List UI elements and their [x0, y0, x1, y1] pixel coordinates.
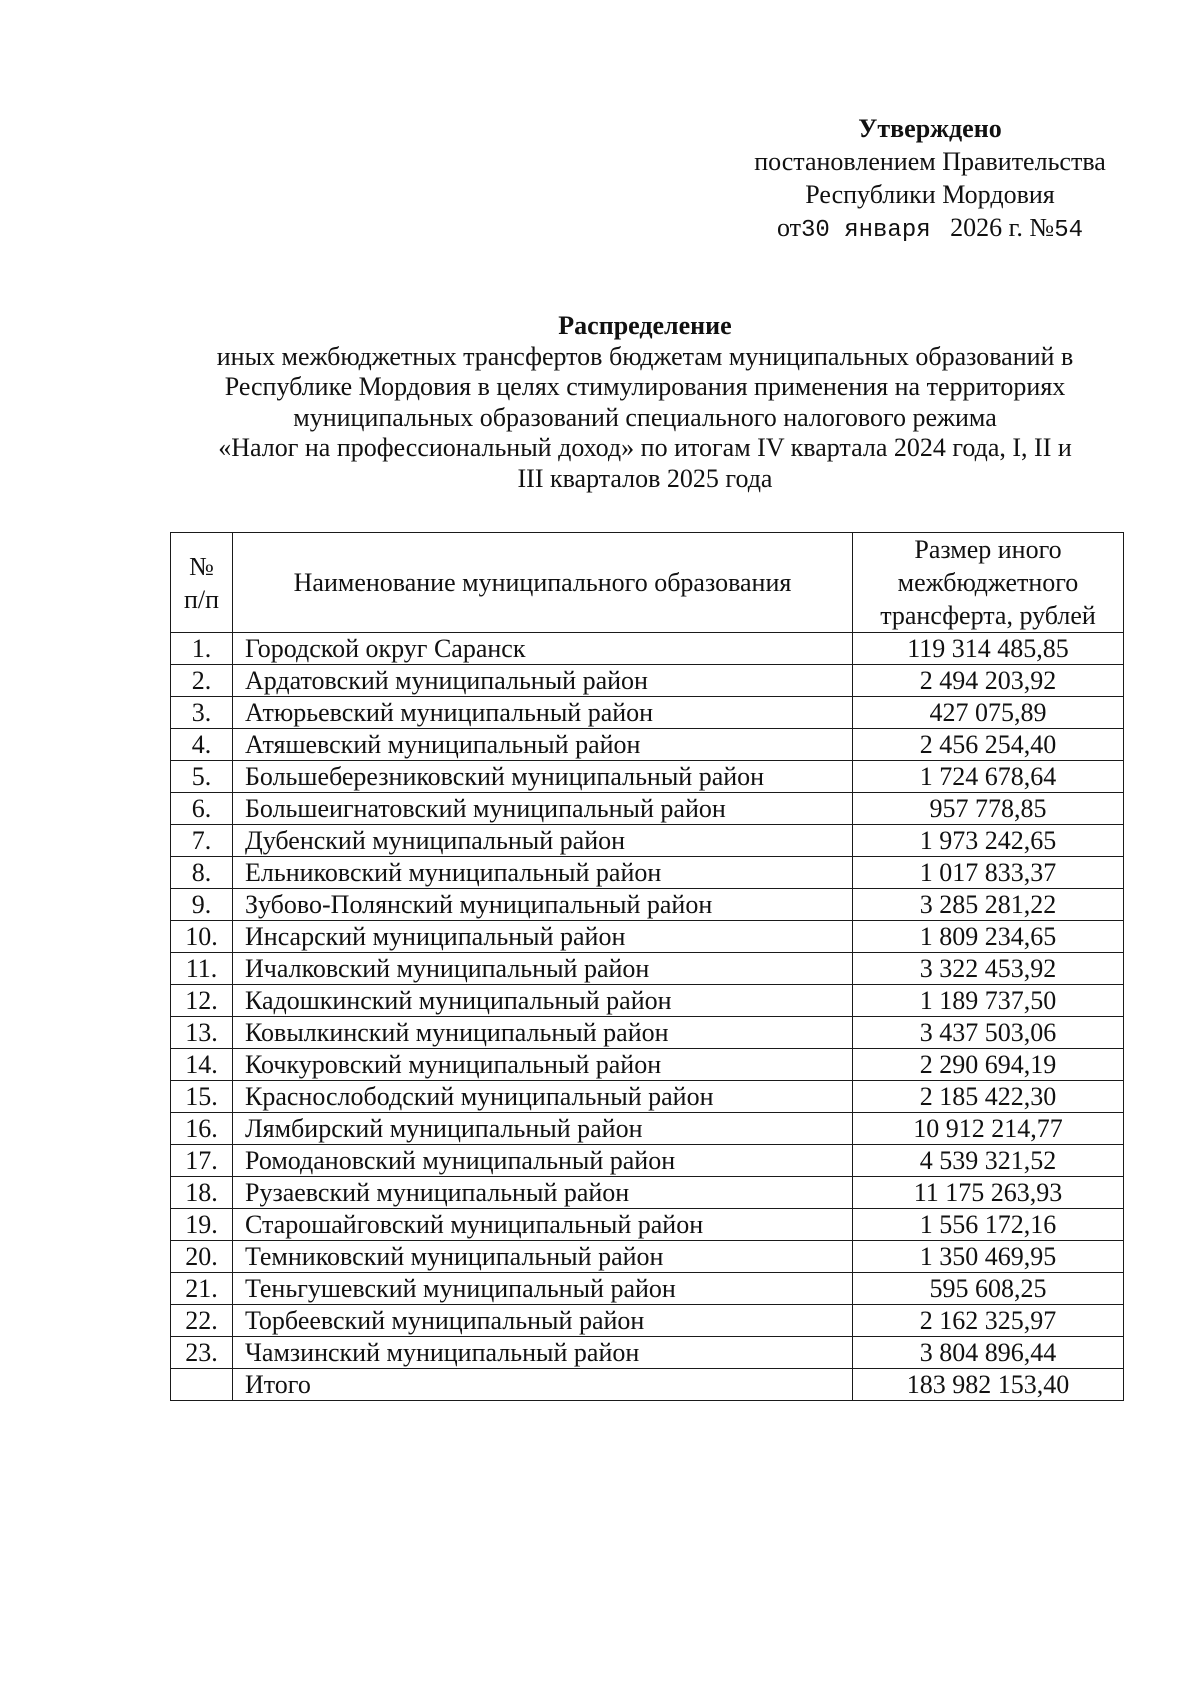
row-number: 17. — [171, 1145, 233, 1177]
row-municipality: Ичалковский муниципальный район — [233, 953, 853, 985]
table-row — [171, 1081, 1124, 1113]
row-amount: 4 539 321,52 — [853, 1145, 1124, 1177]
row-number: 15. — [171, 1081, 233, 1113]
row-amount: 2 456 254,40 — [853, 729, 1124, 761]
row-municipality: Атюрьевский муниципальный район — [233, 697, 853, 729]
row-number: 8. — [171, 857, 233, 889]
row-municipality: Рузаевский муниципальный район — [233, 1177, 853, 1209]
row-municipality: Чамзинский муниципальный район — [233, 1337, 853, 1369]
table-header-row — [171, 533, 1124, 633]
row-amount: 957 778,85 — [853, 793, 1124, 825]
row-municipality: Большеигнатовский муниципальный район — [233, 793, 853, 825]
total-number — [171, 1369, 233, 1401]
header-value-line-3: трансферта, рублей — [880, 601, 1096, 630]
row-municipality: Старошайговский муниципальный район — [233, 1209, 853, 1241]
row-municipality: Кочкуровский муниципальный район — [233, 1049, 853, 1081]
table-row — [171, 1145, 1124, 1177]
table-row — [171, 1273, 1124, 1305]
row-amount: 1 017 833,37 — [853, 857, 1124, 889]
total-value: 183 982 153,40 — [853, 1369, 1124, 1401]
distribution-table — [170, 532, 1124, 1401]
approval-line-1: постановлением Правительства — [754, 147, 1106, 176]
row-number: 7. — [171, 825, 233, 857]
row-amount: 119 314 485,85 — [853, 633, 1124, 665]
row-number: 5. — [171, 761, 233, 793]
row-amount: 1 350 469,95 — [853, 1241, 1124, 1273]
row-amount: 427 075,89 — [853, 697, 1124, 729]
document-title: Распределение — [558, 311, 732, 340]
table-row — [171, 921, 1124, 953]
header-value-line-2: межбюджетного — [897, 568, 1079, 597]
header-value — [853, 533, 1124, 633]
row-number: 4. — [171, 729, 233, 761]
table-row — [171, 793, 1124, 825]
heading-line-3: муниципальных образований специального налогового режима — [293, 402, 997, 432]
table-row — [171, 953, 1124, 985]
heading-line-2: Республике Мордовия в целях стимулирования применения на территориях — [224, 372, 1066, 401]
row-number: 23. — [171, 1337, 233, 1369]
row-amount: 1 556 172,16 — [853, 1209, 1124, 1241]
table-row — [171, 729, 1124, 761]
row-number: 20. — [171, 1241, 233, 1273]
row-municipality: Большеберезниковский муниципальный район — [233, 761, 853, 793]
table-row — [171, 1177, 1124, 1209]
row-municipality: Темниковский муниципальный район — [233, 1241, 853, 1273]
row-number: 18. — [171, 1177, 233, 1209]
header-name: Наименование муниципального образования — [233, 533, 853, 633]
row-amount: 595 608,25 — [853, 1273, 1124, 1305]
row-municipality: Ардатовский муниципальный район — [233, 665, 853, 697]
header-number-line-1: № — [189, 551, 214, 581]
total-label: Итого — [233, 1369, 853, 1401]
row-number: 13. — [171, 1017, 233, 1049]
row-amount: 3 322 453,92 — [853, 953, 1124, 985]
approval-block — [720, 112, 1140, 247]
row-amount: 1 809 234,65 — [853, 921, 1124, 953]
row-municipality: Лямбирский муниципальный район — [233, 1113, 853, 1145]
row-amount: 3 804 896,44 — [853, 1337, 1124, 1369]
row-number: 1. — [171, 633, 233, 665]
row-amount: 1 189 737,50 — [853, 985, 1124, 1017]
approval-title: Утверждено — [858, 114, 1002, 143]
row-amount: 2 185 422,30 — [853, 1081, 1124, 1113]
table-row — [171, 761, 1124, 793]
table-row — [171, 1241, 1124, 1273]
table-row — [171, 1337, 1124, 1369]
row-number: 16. — [171, 1113, 233, 1145]
row-municipality: Краснослободский муниципальный район — [233, 1081, 853, 1113]
row-number: 3. — [171, 697, 233, 729]
table-row — [171, 857, 1124, 889]
decree-number: 54 — [1054, 217, 1083, 244]
table-row — [171, 665, 1124, 697]
row-amount: 2 290 694,19 — [853, 1049, 1124, 1081]
row-municipality: Кадошкинский муниципальный район — [233, 985, 853, 1017]
table-row — [171, 1209, 1124, 1241]
row-municipality: Теньгушевский муниципальный район — [233, 1273, 853, 1305]
header-number-line-2: п/п — [183, 584, 220, 614]
row-number: 2. — [171, 665, 233, 697]
row-amount: 3 437 503,06 — [853, 1017, 1124, 1049]
table-row — [171, 985, 1124, 1017]
date-year: 2026 г. № — [950, 213, 1055, 242]
row-amount: 1 973 242,65 — [853, 825, 1124, 857]
table-row — [171, 889, 1124, 921]
header-value-line-1: Размер иного — [914, 535, 1062, 564]
heading-line-4: «Налог на профессиональный доход» по итогам IV квартала 2024 года, I, II и — [218, 433, 1072, 462]
table-row — [171, 825, 1124, 857]
approval-date-line — [720, 211, 1140, 247]
row-municipality: Зубово-Полянский муниципальный район — [233, 889, 853, 921]
table-row — [171, 1017, 1124, 1049]
row-amount: 2 162 325,97 — [853, 1305, 1124, 1337]
total-row — [171, 1369, 1124, 1401]
row-municipality: Торбеевский муниципальный район — [233, 1305, 853, 1337]
document-heading — [170, 311, 1120, 494]
row-amount: 3 285 281,22 — [853, 889, 1124, 921]
row-number: 9. — [171, 889, 233, 921]
row-number: 21. — [171, 1273, 233, 1305]
row-number: 6. — [171, 793, 233, 825]
row-number: 19. — [171, 1209, 233, 1241]
row-amount: 1 724 678,64 — [853, 761, 1124, 793]
row-amount: 11 175 263,93 — [853, 1177, 1124, 1209]
table-row — [171, 1305, 1124, 1337]
header-number — [171, 533, 233, 633]
row-municipality: Ковылкинский муниципальный район — [233, 1017, 853, 1049]
row-municipality: Атяшевский муниципальный район — [233, 729, 853, 761]
date-value: 30 января — [801, 217, 931, 244]
row-amount: 10 912 214,77 — [853, 1113, 1124, 1145]
row-number: 11. — [171, 953, 233, 985]
table-row — [171, 697, 1124, 729]
heading-line-1: иных межбюджетных трансфертов бюджетам муниципальных образований в — [216, 341, 1074, 371]
table-row — [171, 1113, 1124, 1145]
table-row — [171, 633, 1124, 665]
row-number: 12. — [171, 985, 233, 1017]
row-municipality: Инсарский муниципальный район — [233, 921, 853, 953]
row-number: 10. — [171, 921, 233, 953]
row-number: 14. — [171, 1049, 233, 1081]
approval-line-2: Республики Мордовия — [805, 180, 1055, 209]
heading-line-5: III кварталов 2025 года — [517, 463, 773, 493]
date-prefix: от — [776, 213, 802, 242]
row-municipality: Дубенский муниципальный район — [233, 825, 853, 857]
row-municipality: Городской округ Саранск — [233, 633, 853, 665]
table-row — [171, 1049, 1124, 1081]
row-amount: 2 494 203,92 — [853, 665, 1124, 697]
row-municipality: Ромодановский муниципальный район — [233, 1145, 853, 1177]
row-municipality: Ельниковский муниципальный район — [233, 857, 853, 889]
row-number: 22. — [171, 1305, 233, 1337]
